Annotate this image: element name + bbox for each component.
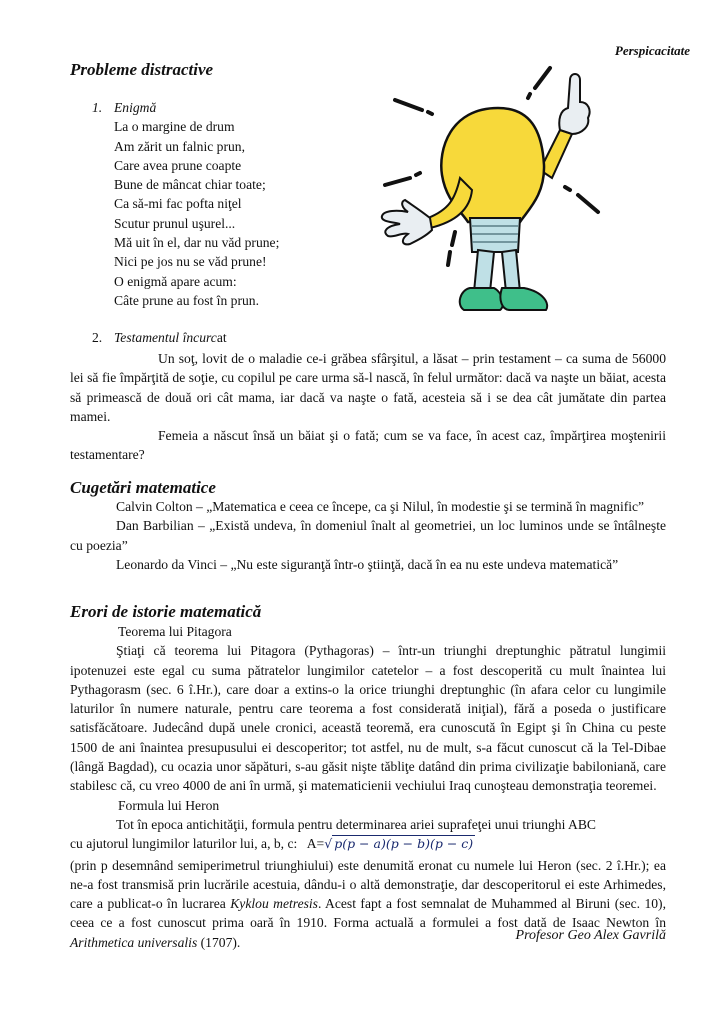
- author-signature: Profesor Geo Alex Gavrilă: [515, 928, 666, 943]
- item-title-rest: at: [216, 330, 227, 345]
- book-title: Kyklou metresis: [230, 896, 318, 912]
- poem-line: La o margine de drum: [114, 119, 235, 135]
- erori-block: [70, 622, 666, 952]
- formula-lead-text: cu ajutorul lungimilor laturilor lui, a, b, c:: [70, 836, 298, 852]
- poem-line: Mă uit în el, dar nu văd prune;: [114, 235, 280, 251]
- paragraph: Un soţ, lovit de o maladie ce-i grăbea sfârşitul, a lăsat – prin testament – ca suma de 56000 lei să fie împărţită de soţie, cu copilul pe care urma să-l nască, în felul următor: dacă va naşte un băiat, acesta să primească de două ori cât mama, iar dacă va naşte o fată, acesteia să i se dea cât jumătate din partea mamei.: [70, 351, 666, 424]
- poem-line: Ca să-mi fac pofta niţel: [114, 196, 242, 212]
- lightbulb-character-illustration: [360, 60, 640, 330]
- testament-paragraph: [70, 349, 666, 465]
- formula-prefix: A=: [306, 836, 325, 852]
- item-title: Enigmă: [114, 100, 157, 115]
- heron-formula: √ p(p − a)(p − b)(p − c): [324, 836, 474, 852]
- paragraph: Tot în epoca antichităţii, formula pentru determinarea ariei suprafeţei unui triunghi ABC: [116, 816, 596, 832]
- item-title: Testamentul încurc: [114, 330, 217, 345]
- book-title: Arithmetica universalis: [70, 934, 198, 950]
- running-head: Perspicacitate: [614, 43, 690, 58]
- quote: Calvin Colton – „Matematica e ceea ce începe, ca şi Nilul, în modestie şi se termină în magnific”: [116, 499, 645, 514]
- text: (1707).: [197, 934, 241, 950]
- text: (prin p desemnând semiperimetrul triunghiului) este denumită eronat cu numele lui Heron (sec. 2 î.Hr.); ea ne-a fost transmisă prin lucrările acestuia, dându-i o altă demonstraţie, dar descoperitorul ei este Arhimedes, care a publicat-o în lucrarea: [70, 857, 666, 912]
- poem-line: Care avea prune coapte: [114, 157, 242, 173]
- quotes-block: [70, 497, 666, 574]
- subheading-pitagora: Teorema lui Pitagora: [118, 624, 232, 639]
- enigma-poem: [92, 98, 279, 310]
- poem-line: Am zărit un falnic prun,: [114, 138, 245, 154]
- poem-line: Nici pe jos nu se văd prune!: [114, 254, 267, 270]
- formula-line: [70, 834, 666, 853]
- poem-line: Scutur prunul uşurel...: [114, 215, 236, 231]
- subheading-heron: Formula lui Heron: [118, 797, 220, 813]
- item-number: 1.: [92, 100, 103, 115]
- paragraph: Femeia a născut însă un băiat şi o fată; cum se va face, în acest caz, împărţirea moştenirii testamentare?: [70, 428, 666, 463]
- section-title-erori: Erori de istorie matematică: [70, 602, 262, 621]
- poem-line: Bune de mâncat chiar toate;: [114, 177, 266, 193]
- quote: Dan Barbilian – „Există undeva, în domeniul înalt al geometriei, un loc luminos unde se întâlneşte cu poezia”: [70, 518, 666, 553]
- item2-heading: [92, 330, 227, 346]
- item-number: 2.: [92, 330, 103, 345]
- section-title-cugetari: Cugetări matematice: [70, 478, 216, 497]
- paragraph: Ştiaţi că teorema lui Pitagora (Pythagoras) – într-un triunghi dreptunghic pătratul lungimii ipotenuzei este egal cu suma pătratelor lungimilor catetelor – a fost descoperită cu mult înaintea lui Pythagorasm (sec. 6 î.Hr.), care doar a extins-o la orice triunghi dreptunghic (în afara celor cu lungimile laturilor în numere naturale, pentru care teorema a fost considerată iniţial), fără a poseda o justificare satisfăcătoare. Judecând după unele cronici, această teoremă, era cunoscută în Egipt şi în China cu peste 1500 de ani înaintea presupusului ei descoperitor; tot astfel, nu de mult, s-a făcut cunoscut că la Tel-Dibae (lângă Bagdad), cu ocazia unor săpături, s-au găsit nişte tăbliţe datând din prima civilizaţie babiloniană, care stabilesc că, cu vreo 4000 de ani în urmă, şi matematicienii vechiului Iraq cunoşteau demonstraţia teoremei.: [70, 643, 666, 794]
- quote: Leonardo da Vinci – „Nu este siguranţă într-o ştiinţă, dacă în ea nu este undeva matematică”: [116, 556, 619, 572]
- text: . Acest fapt a fost semnalat de Muhammed al Biruni (sec. 10), ceea ce a fost cunoscut prima oară în 1910. Forma actuală a formulei a fost dată de Isaac Newton în: [70, 896, 666, 931]
- section-title-probleme: Probleme distractive: [70, 60, 214, 79]
- poem-line: O enigmă apare acum:: [114, 273, 237, 289]
- poem-line: Câte prune au fost în prun.: [114, 292, 259, 308]
- formula-radicand: p(p − a)(p − b)(p − c): [334, 836, 474, 852]
